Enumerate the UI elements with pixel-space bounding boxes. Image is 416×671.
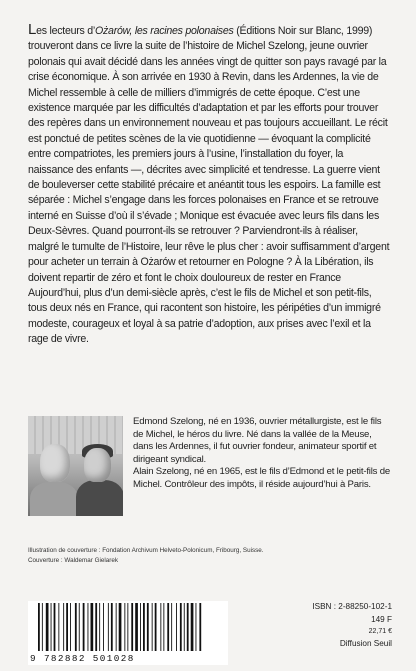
barcode-bar (191, 603, 194, 651)
bio-edmond: Edmond Szelong, né en 1936, ouvrier métallurgiste, est le fils de Michel, le héros du livre. Né dans la vallée de la Meuse, dans les Ardennes, il fut ouvrier fondeur, animateur sportif et dirigeant syndical. (133, 416, 382, 465)
authors-bio (133, 416, 393, 492)
bio-alain: Alain Szelong, né en 1965, est le fils d’Edmond et le petit-fils de Michel. Contrôleur des impôts, il réside aujourd’hui à Paris. (133, 466, 390, 490)
synopsis-lead: es lecteurs d’ (36, 25, 96, 37)
barcode-bar (140, 603, 141, 651)
barcode-bar (103, 603, 104, 651)
barcode-bar (171, 603, 172, 651)
barcode-digits: 9 782882 501028 (30, 653, 135, 664)
barcode-bar (88, 603, 89, 651)
barcode-bar (160, 603, 161, 651)
drop-cap: L (28, 21, 37, 38)
barcode-bar (152, 603, 153, 651)
barcode-bar (83, 603, 85, 651)
barcode-bar (66, 603, 68, 651)
cover-credit: Couverture : Waldemar Gielarek (28, 557, 119, 564)
barcode-bar (38, 603, 40, 651)
barcode-bar (184, 603, 185, 651)
barcode-bar (99, 603, 100, 651)
previous-book-title: Ożarów, les racines polonaises (95, 25, 234, 37)
authors-photo (28, 416, 123, 516)
barcode-bar (46, 603, 49, 651)
barcode-bar (51, 603, 52, 651)
barcode-bar (163, 603, 164, 651)
barcode-bar (111, 603, 113, 651)
barcode-bar (187, 603, 189, 651)
isbn-block (312, 600, 392, 650)
barcode-bars (28, 601, 228, 653)
synopsis-paragraph-2: Aujourd’hui, plus d’un demi-siècle après, c’est le fils de Michel et son petit-fils, tous deux nés en France, qui racontent son histoire, les péripéties d’un immigré modeste, courageux et loyal à sa patrie d’adoption, aux prises avec l’exil et la rage de vivre. (28, 286, 381, 346)
barcode-bar (155, 603, 157, 651)
barcode-bar (131, 603, 133, 651)
synopsis-paragraph-1 (28, 22, 390, 286)
isbn-number: ISBN : 2-88250-102-1 (312, 602, 392, 611)
barcode-bar (199, 603, 201, 651)
distributor: Diffusion Seuil (339, 639, 392, 648)
price-francs: 149 F (371, 615, 392, 624)
barcode-bar (91, 603, 94, 651)
barcode-bar (147, 603, 149, 651)
barcode-bar (196, 603, 197, 651)
barcode-bar (135, 603, 138, 651)
barcode (28, 601, 228, 665)
barcode-bar (58, 603, 59, 651)
barcode-bar (108, 603, 109, 651)
barcode-bar (116, 603, 117, 651)
barcode-bar (180, 603, 182, 651)
barcode-bar (54, 603, 56, 651)
credits (28, 546, 328, 566)
barcode-bar (119, 603, 122, 651)
barcode-bar (75, 603, 77, 651)
barcode-bar (143, 603, 145, 651)
barcode-bar (176, 603, 177, 651)
price-euros: 22,71 € (368, 628, 392, 635)
synopsis-body: (Éditions Noir sur Blanc, 1999) trouveront dans ce livre la suite de l’histoire de Michel Szelong, jeune ouvrier polonais qui avait décidé dans les années vingt de quitter son pays ravagé par la crise économique. À son arrivée en 1930 à Revin, dans les Ardennes, la vie de Michel ressemble à celle de milliers d’immigrés de cette époque. C’est une existence marquée par les difficultés d’adaptation et par les efforts pour trouver des repères dans un environnement nouveau et pas toujours accueillant. Le récit est ponctué de petites scènes de la vie quotidienne — évoquant la complicité entre compatriotes, les premiers jours à l’usine, l’installation du foyer, la naissance des enfants —, décrites avec simplicité et tendresse. La guerre vient de bouleverser cette stabilité précaire et anéantit tous les espoirs. La famille est séparée : Michel s’engage dans les forces polonaises en France et se retrouve interné en Suisse d’où il s’évade ; Monique est évacuée avec leurs fils dans les Deux-Sèvres. Quand pourront-ils se retrouver ? Parviendront-ils à réaliser, malgré le tumulte de l’Histoire, leur rêve le plus cher : avoir suffisamment d’argent pour acheter un terrain à Ożarów et retourner en Pologne ? À la Libération, ils doivent repartir de zéro et font le choix douloureux de rester en France (28, 25, 390, 284)
barcode-bar (127, 603, 128, 651)
illustration-credit: Illustration de couverture : Fondation Archivum Helveto-Polonicum, Fribourg, Suisse. (28, 547, 264, 554)
barcode-bar (42, 603, 43, 651)
barcode-bar (63, 603, 64, 651)
barcode-bar (167, 603, 169, 651)
barcode-bar (95, 603, 97, 651)
barcode-bar (79, 603, 80, 651)
barcode-bar (124, 603, 125, 651)
barcode-bar (70, 603, 71, 651)
synopsis-text (28, 22, 390, 348)
